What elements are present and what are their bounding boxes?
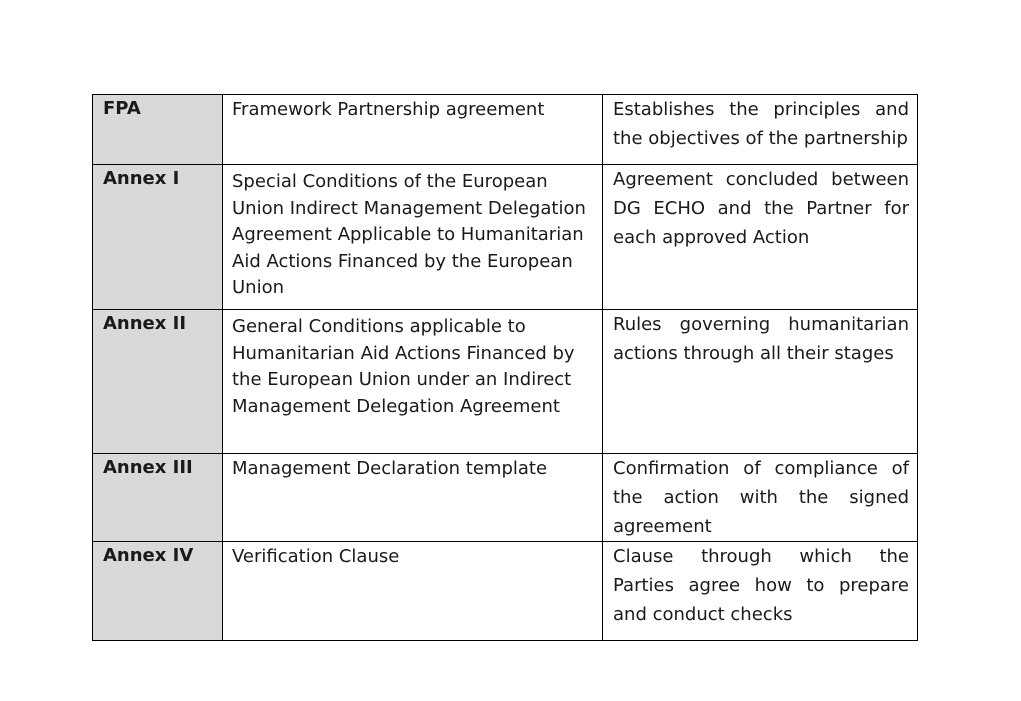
document-table xyxy=(92,94,918,641)
row-description: Agreement concluded between DG ECHO and the Partner for each approved Action xyxy=(603,165,918,310)
table-row xyxy=(93,454,918,542)
row-code: Annex I xyxy=(93,165,223,310)
row-name: General Conditions applicable to Humanitarian Aid Actions Financed by the European Union under an Indirect Management Delegation Agreement xyxy=(223,310,603,454)
row-name: Verification Clause xyxy=(223,542,603,641)
table-row xyxy=(93,310,918,454)
row-name: Management Declaration template xyxy=(223,454,603,542)
row-description: Confirmation of compliance of the action with the signed agreement xyxy=(603,454,918,542)
row-code: FPA xyxy=(93,95,223,165)
row-code: Annex III xyxy=(93,454,223,542)
row-code: Annex IV xyxy=(93,542,223,641)
row-code: Annex II xyxy=(93,310,223,454)
table-row xyxy=(93,95,918,165)
row-name: Framework Partnership agreement xyxy=(223,95,603,165)
row-name: Special Conditions of the European Union Indirect Management Delegation Agreement Applicable to Humanitarian Aid Actions Financed by the European Union xyxy=(223,165,603,310)
row-description: Clause through which the Parties agree how to prepare and conduct checks xyxy=(603,542,918,641)
row-description: Establishes the principles and the objectives of the partnership xyxy=(603,95,918,165)
table-row xyxy=(93,165,918,310)
row-description: Rules governing humanitarian actions through all their stages xyxy=(603,310,918,454)
table-row xyxy=(93,542,918,641)
